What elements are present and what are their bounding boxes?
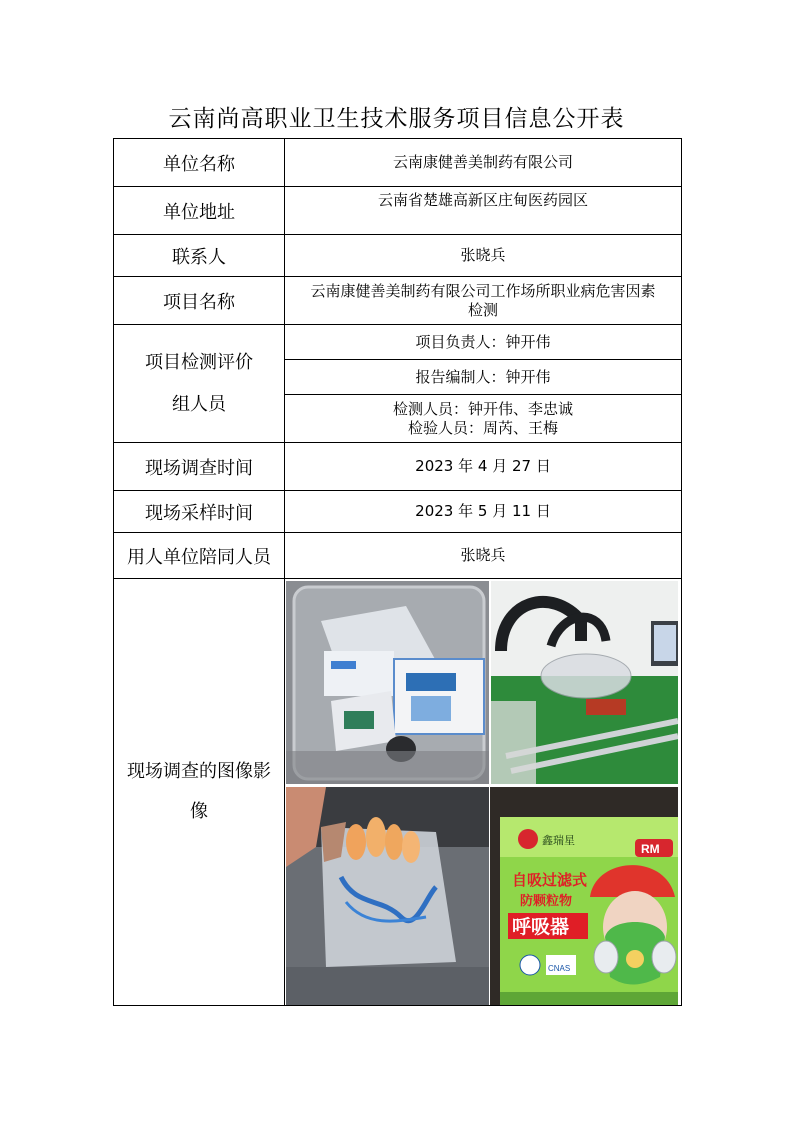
respirator-box-image xyxy=(490,787,678,1005)
box-line2-text: 防颗粒物 xyxy=(520,894,573,909)
images-cell xyxy=(285,579,682,1006)
box-line3-text: 呼吸器 xyxy=(512,916,570,938)
images-label xyxy=(114,579,285,1006)
storage-box-image xyxy=(286,581,489,784)
row-project-name xyxy=(114,277,682,325)
row-images xyxy=(114,579,682,1006)
team-leader-value: 项目负责人：钟开伟 xyxy=(285,325,682,360)
survey-time-value: 2023 年 4 月 27 日 xyxy=(285,443,682,491)
testers-cell xyxy=(285,395,682,443)
row-team-leader xyxy=(114,325,682,360)
escort-value: 张晓兵 xyxy=(285,533,682,579)
contact-label: 联系人 xyxy=(114,235,285,277)
box-line1-text: 自吸过滤式 xyxy=(512,871,588,889)
page-title: 云南尚高职业卫生技术服务项目信息公开表 xyxy=(168,106,625,132)
equipment-image xyxy=(491,581,678,784)
sampling-time-label: 现场采样时间 xyxy=(114,491,285,533)
project-name-label: 项目名称 xyxy=(114,277,285,325)
row-sampling-time xyxy=(114,491,682,533)
box-cert-text: CNAS xyxy=(548,964,571,973)
project-name-value xyxy=(285,277,682,325)
row-escort xyxy=(114,533,682,579)
box-model-text: RM xyxy=(641,842,660,856)
team-label-line2: 组人员 xyxy=(172,393,226,415)
row-unit-address xyxy=(114,187,682,235)
box-brand-text: 鑫瑞星 xyxy=(542,835,575,847)
project-name-line2: 检测 xyxy=(467,300,498,319)
unit-name-label: 单位名称 xyxy=(114,139,285,187)
escort-label: 用人单位陪同人员 xyxy=(114,533,285,579)
photo-earplugs xyxy=(286,787,489,1005)
photo-respirator-box xyxy=(490,787,678,1005)
sampling-time-value: 2023 年 5 月 11 日 xyxy=(285,491,682,533)
team-label xyxy=(114,325,285,443)
images-label-line1: 现场调查的图像影 xyxy=(127,761,271,782)
row-contact xyxy=(114,235,682,277)
row-unit-name xyxy=(114,139,682,187)
unit-address-label: 单位地址 xyxy=(114,187,285,235)
testers-value: 检测人员：钟开伟、李忠诚 xyxy=(392,399,573,418)
images-label-line2: 像 xyxy=(190,801,208,822)
info-table xyxy=(113,138,682,1006)
photo-storage-box xyxy=(286,581,489,784)
earplugs-image xyxy=(286,787,489,1005)
survey-time-label: 现场调查时间 xyxy=(114,443,285,491)
unit-name-value: 云南康健善美制药有限公司 xyxy=(285,139,682,187)
photo-equipment xyxy=(491,581,678,784)
project-name-line1: 云南康健善美制药有限公司工作场所职业病危害因素 xyxy=(310,281,656,300)
row-survey-time xyxy=(114,443,682,491)
report-editor-value: 报告编制人：钟开伟 xyxy=(285,360,682,395)
contact-value: 张晓兵 xyxy=(285,235,682,277)
team-label-line1: 项目检测评价 xyxy=(145,351,253,373)
inspectors-value: 检验人员：周芮、王梅 xyxy=(407,418,558,437)
unit-address-value: 云南省楚雄高新区庄甸医药园区 xyxy=(285,187,682,235)
